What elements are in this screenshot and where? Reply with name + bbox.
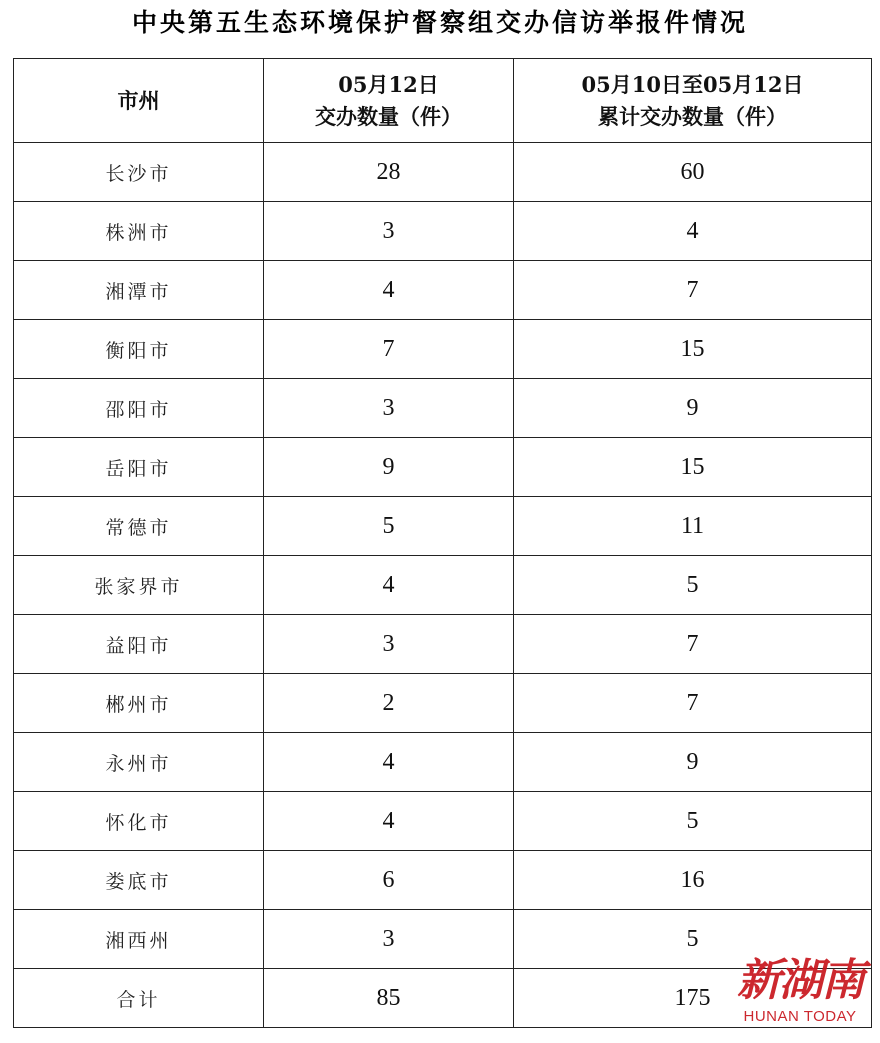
daily-count-cell: 4 — [264, 261, 514, 320]
total-label-cell: 合计 — [14, 969, 264, 1028]
cumulative-count-cell: 60 — [514, 143, 872, 202]
daily-count-cell: 28 — [264, 143, 514, 202]
table-row — [14, 556, 872, 615]
header-city — [14, 59, 264, 143]
daily-count-cell: 6 — [264, 851, 514, 910]
table-row — [14, 379, 872, 438]
cumulative-count-cell: 15 — [514, 320, 872, 379]
city-cell: 娄底市 — [14, 851, 264, 910]
cumulative-count-cell: 5 — [514, 792, 872, 851]
table-row — [14, 143, 872, 202]
table-row — [14, 733, 872, 792]
city-cell: 益阳市 — [14, 615, 264, 674]
cumulative-count-cell: 9 — [514, 733, 872, 792]
daily-count-cell: 4 — [264, 792, 514, 851]
cumulative-count-cell: 5 — [514, 556, 872, 615]
header-daily — [264, 59, 514, 143]
header-city-label: 市州 — [117, 87, 160, 113]
table-row — [14, 320, 872, 379]
city-cell: 怀化市 — [14, 792, 264, 851]
watermark-subtitle: HUNAN TODAY — [743, 1008, 857, 1025]
report-table — [13, 58, 872, 1028]
city-cell: 湘西州 — [14, 910, 264, 969]
table-row — [14, 792, 872, 851]
table-row — [14, 615, 872, 674]
daily-count-cell: 7 — [264, 320, 514, 379]
daily-count-cell: 3 — [264, 615, 514, 674]
watermark-logo-text: 新湖南 — [737, 955, 863, 1006]
cumulative-count-cell: 16 — [514, 851, 872, 910]
city-cell: 衡阳市 — [14, 320, 264, 379]
total-daily-cell: 85 — [264, 969, 514, 1028]
city-cell: 株洲市 — [14, 202, 264, 261]
table-row — [14, 674, 872, 733]
city-cell: 岳阳市 — [14, 438, 264, 497]
page-title: 中央第五生态环境保护督察组交办信访举报件情况 — [131, 8, 748, 37]
hunan-today-watermark — [730, 955, 870, 1037]
total-cumulative-cell: 175 — [514, 969, 872, 1028]
cumulative-count-cell: 7 — [514, 674, 872, 733]
table-row — [14, 438, 872, 497]
header-cumulative-range: 05月10日至05月12日 — [581, 71, 804, 97]
daily-count-cell: 5 — [264, 497, 514, 556]
table-row — [14, 851, 872, 910]
table-row — [14, 202, 872, 261]
table-header-row — [14, 59, 872, 143]
table-row — [14, 261, 872, 320]
city-cell: 邵阳市 — [14, 379, 264, 438]
city-cell: 郴州市 — [14, 674, 264, 733]
city-cell: 常德市 — [14, 497, 264, 556]
cumulative-count-cell: 5 — [514, 910, 872, 969]
header-cumulative-label: 累计交办数量（件） — [598, 103, 787, 129]
city-cell: 长沙市 — [14, 143, 264, 202]
header-daily-label: 交办数量（件） — [315, 103, 462, 129]
table-row — [14, 497, 872, 556]
cumulative-count-cell: 9 — [514, 379, 872, 438]
daily-count-cell: 2 — [264, 674, 514, 733]
daily-count-cell: 9 — [264, 438, 514, 497]
daily-count-cell: 4 — [264, 733, 514, 792]
daily-count-cell: 3 — [264, 910, 514, 969]
cumulative-count-cell: 4 — [514, 202, 872, 261]
header-daily-date: 05月12日 — [338, 71, 439, 97]
cumulative-count-cell: 15 — [514, 438, 872, 497]
cumulative-count-cell: 7 — [514, 615, 872, 674]
daily-count-cell: 4 — [264, 556, 514, 615]
daily-count-cell: 3 — [264, 379, 514, 438]
cumulative-count-cell: 7 — [514, 261, 872, 320]
city-cell: 永州市 — [14, 733, 264, 792]
daily-count-cell: 3 — [264, 202, 514, 261]
cumulative-count-cell: 11 — [514, 497, 872, 556]
header-cumulative — [514, 59, 872, 143]
city-cell: 湘潭市 — [14, 261, 264, 320]
city-cell: 张家界市 — [14, 556, 264, 615]
